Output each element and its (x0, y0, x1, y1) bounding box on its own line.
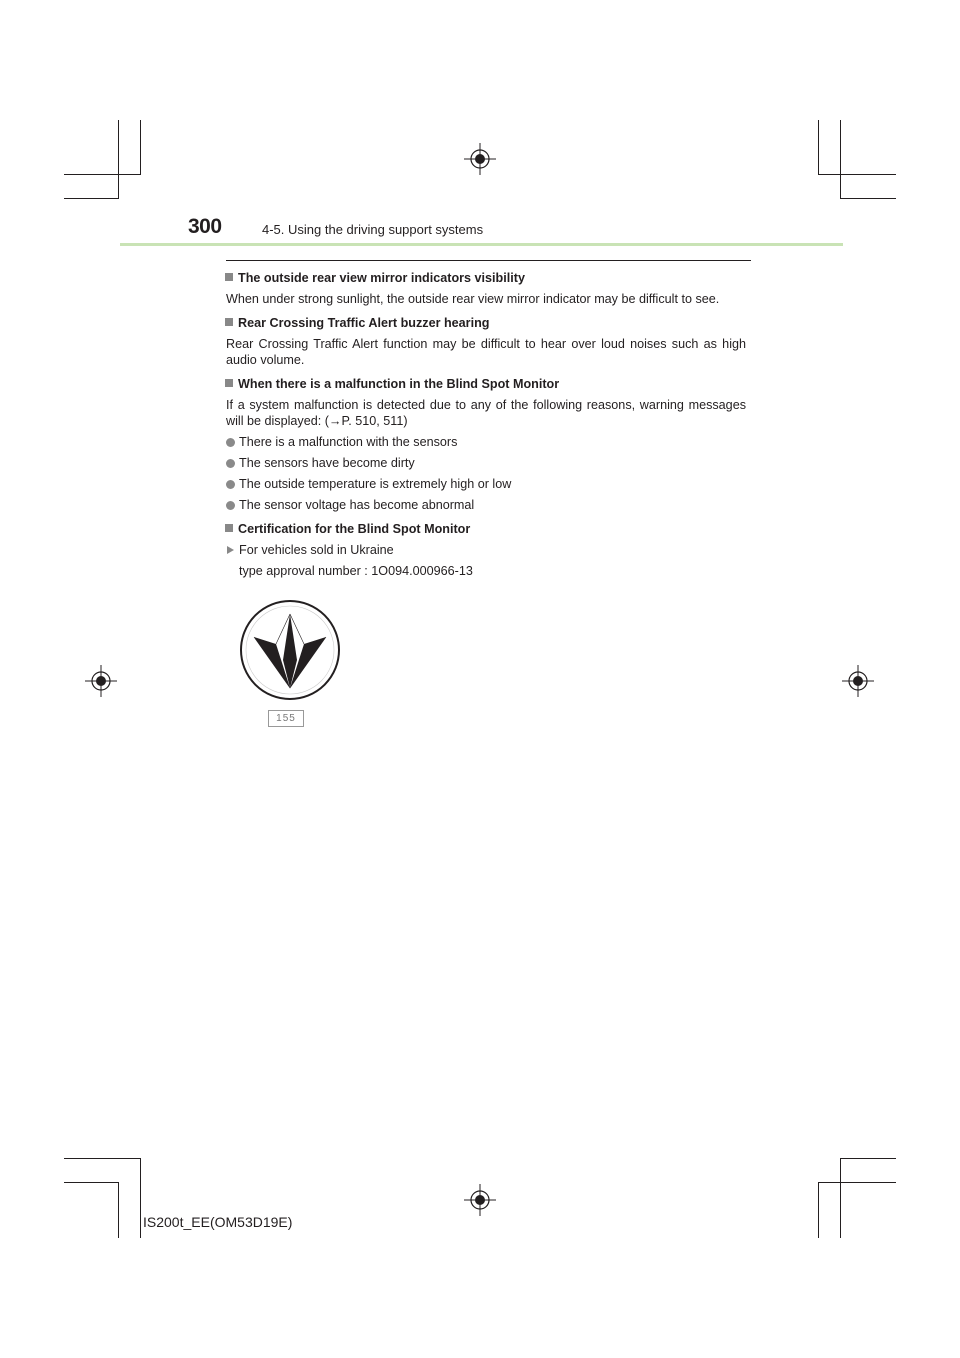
square-bullet-icon (225, 318, 233, 326)
section-text: Rear Crossing Traffic Alert function may be difficult to hear over loud noises such as high audio volume. (226, 337, 746, 367)
triangle-bullet-icon (227, 546, 234, 554)
content-top-rule (226, 260, 751, 261)
list-item: There is a malfunction with the sensors (226, 434, 746, 450)
circle-bullet-icon (226, 501, 235, 510)
page-number: 300 (188, 215, 222, 238)
section-heading: When there is a malfunction in the Blind Spot Monitor (226, 376, 746, 392)
circle-bullet-icon (226, 438, 235, 447)
model-code: IS200t_EE(OM53D19E) (143, 1214, 293, 1230)
section-text: When under strong sunlight, the outside rear view mirror indicator may be difficult to see. (226, 292, 720, 306)
registration-mark-icon (464, 143, 496, 175)
square-bullet-icon (225, 379, 233, 387)
approval-number: type approval number : 1O094.000966-13 (239, 564, 473, 578)
content-body (226, 268, 746, 579)
section-text: If a system malfunction is detected due to any of the following reasons, warning messages will be displayed: (→P. 510, 511) (226, 398, 746, 428)
section-heading: The outside rear view mirror indicators visibility (226, 270, 746, 286)
registration-mark-icon (85, 665, 117, 697)
list-item: The outside temperature is extremely high or low (226, 476, 746, 492)
registration-mark-icon (464, 1184, 496, 1216)
sub-item: For vehicles sold in Ukraine (226, 542, 746, 558)
section-heading: Certification for the Blind Spot Monitor (226, 521, 746, 537)
ukraine-conformity-mark-icon (236, 600, 344, 702)
registration-mark-icon (842, 665, 874, 697)
circle-bullet-icon (226, 480, 235, 489)
square-bullet-icon (225, 524, 233, 532)
square-bullet-icon (225, 273, 233, 281)
conformity-emblem (236, 600, 344, 730)
section-title: 4-5. Using the driving support systems (262, 222, 484, 237)
circle-bullet-icon (226, 459, 235, 468)
emblem-code: 155 (268, 710, 304, 727)
list-item: The sensors have become dirty (226, 455, 746, 471)
list-item: The sensor voltage has become abnormal (226, 497, 746, 513)
header-divider (120, 243, 843, 246)
section-heading: Rear Crossing Traffic Alert buzzer hearing (226, 315, 746, 331)
